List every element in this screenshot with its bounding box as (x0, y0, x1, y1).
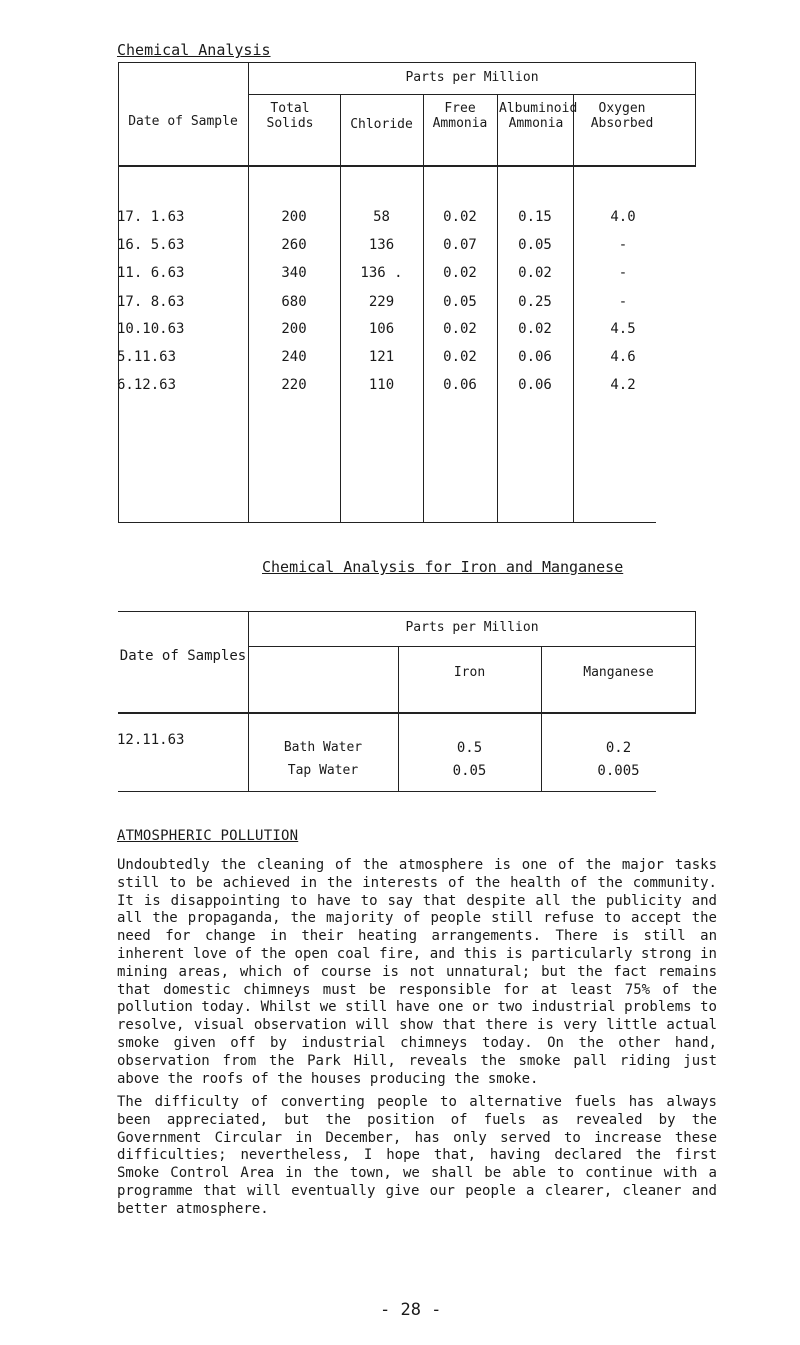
iron-value: 0.05 (452, 763, 487, 779)
section-heading: ATMOSPHERIC POLLUTION (117, 828, 299, 844)
water-source: Tap Water (287, 763, 359, 778)
oxygen-absorbed-header: Oxygen Absorbed (590, 101, 654, 131)
albuminoid-ammonia-header: Albuminoid Ammonia (499, 101, 578, 131)
total-solids-value: 220 (281, 377, 307, 393)
oxygen-absorbed-value: - (618, 294, 628, 310)
free-ammonia-value: 0.02 (443, 209, 477, 225)
chloride-value: 106 (368, 321, 395, 337)
page-title: Chemical Analysis (117, 41, 271, 59)
body-paragraph: Undoubtedly the cleaning of the atmosphere is one of the major tasks still to be achieved in the interests of the health of the community. It is disappointing to have to say that despite all the publicity and all the propaganda, the majority of people still refuse to accept the need for change in their heating arrangements. There is still an inherent love of the open coal fire, and this is particularly strong in mining areas, which of course is not unnatural; but the fact remains that domestic chimneys must be responsible for at least 75% of the pollution today. Whilst we still have one or two industrial problems to resolve, visual observation will show that there is very little actual smoke given off by industrial chimneys today. On the other hand, observation from the Park Hill, reveals the smoke pall riding just above the roofs of the houses producing the smoke. (117, 857, 717, 1087)
oxygen-absorbed-value: - (618, 237, 628, 253)
albuminoid-ammonia-value: 0.02 (518, 265, 552, 281)
chloride-value: 229 (368, 294, 395, 310)
total-solids-value: 200 (281, 321, 307, 337)
oxygen-absorbed-value: - (618, 265, 628, 281)
free-ammonia-value: 0.02 (443, 349, 477, 365)
manganese-value: 0.005 (597, 763, 640, 779)
oxygen-absorbed-value: 4.5 (610, 321, 636, 337)
oxygen-absorbed-value: 4.2 (610, 377, 636, 393)
total-solids-value: 260 (281, 237, 307, 253)
chloride-value: 136 (368, 237, 395, 253)
chloride-value: 58 (373, 209, 390, 225)
free-ammonia-header: Free Ammonia (432, 101, 488, 131)
albuminoid-ammonia-value: 0.02 (518, 321, 552, 337)
albuminoid-ammonia-value: 0.06 (518, 349, 552, 365)
page-number: - 28 - (380, 1300, 442, 1320)
chloride-value: 136 . (360, 265, 403, 281)
manganese-header: Manganese (583, 665, 654, 680)
total-solids-value: 240 (281, 349, 307, 365)
sample-date: 6.12.63 (117, 377, 177, 393)
free-ammonia-value: 0.02 (443, 321, 477, 337)
iron-header: Iron (453, 665, 486, 680)
date-column-header: Date of Sample (128, 114, 238, 129)
chloride-header: Chloride (350, 117, 413, 132)
sample-date: 10.10.63 (117, 321, 185, 337)
iron-manganese-title: Chemical Analysis for Iron and Manganese (262, 558, 624, 576)
date-of-samples-header: Date of Samples (119, 648, 247, 664)
free-ammonia-value: 0.02 (443, 265, 477, 281)
total-solids-value: 340 (281, 265, 307, 281)
sample-date: 5.11.63 (117, 349, 177, 365)
total-solids-header: Total Solids (266, 101, 314, 131)
water-source: Bath Water (283, 740, 363, 755)
sample-date: 12.11.63 (117, 732, 185, 748)
sample-date: 16. 5.63 (117, 237, 185, 253)
iron-value: 0.5 (456, 740, 483, 756)
free-ammonia-value: 0.05 (443, 294, 477, 310)
oxygen-absorbed-value: 4.6 (610, 349, 636, 365)
oxygen-absorbed-value: 4.0 (610, 209, 636, 225)
body-paragraph: The difficulty of converting people to alternative fuels has always been appreciated, but the position of fuels as revealed by the Government Circular in December, has only served to increase these difficulties; nevertheless, I hope that, having declared the first Smoke Control Area in the town, we shall be able to continue with a programme that will eventually give our people a clearer, cleaner and better atmosphere. (117, 1094, 717, 1217)
manganese-value: 0.2 (605, 740, 632, 756)
albuminoid-ammonia-value: 0.15 (518, 209, 552, 225)
chloride-value: 121 (368, 349, 395, 365)
total-solids-value: 680 (281, 294, 307, 310)
parts-per-million-header: Parts per Million (405, 70, 539, 85)
parts-per-million-header: Parts per Million (405, 620, 539, 635)
albuminoid-ammonia-value: 0.05 (518, 237, 552, 253)
free-ammonia-value: 0.06 (443, 377, 477, 393)
albuminoid-ammonia-value: 0.06 (518, 377, 552, 393)
free-ammonia-value: 0.07 (443, 237, 477, 253)
sample-date: 17. 1.63 (117, 209, 185, 225)
total-solids-value: 200 (281, 209, 307, 225)
sample-date: 17. 8.63 (117, 294, 185, 310)
albuminoid-ammonia-value: 0.25 (518, 294, 552, 310)
chloride-value: 110 (368, 377, 395, 393)
sample-date: 11. 6.63 (117, 265, 185, 281)
